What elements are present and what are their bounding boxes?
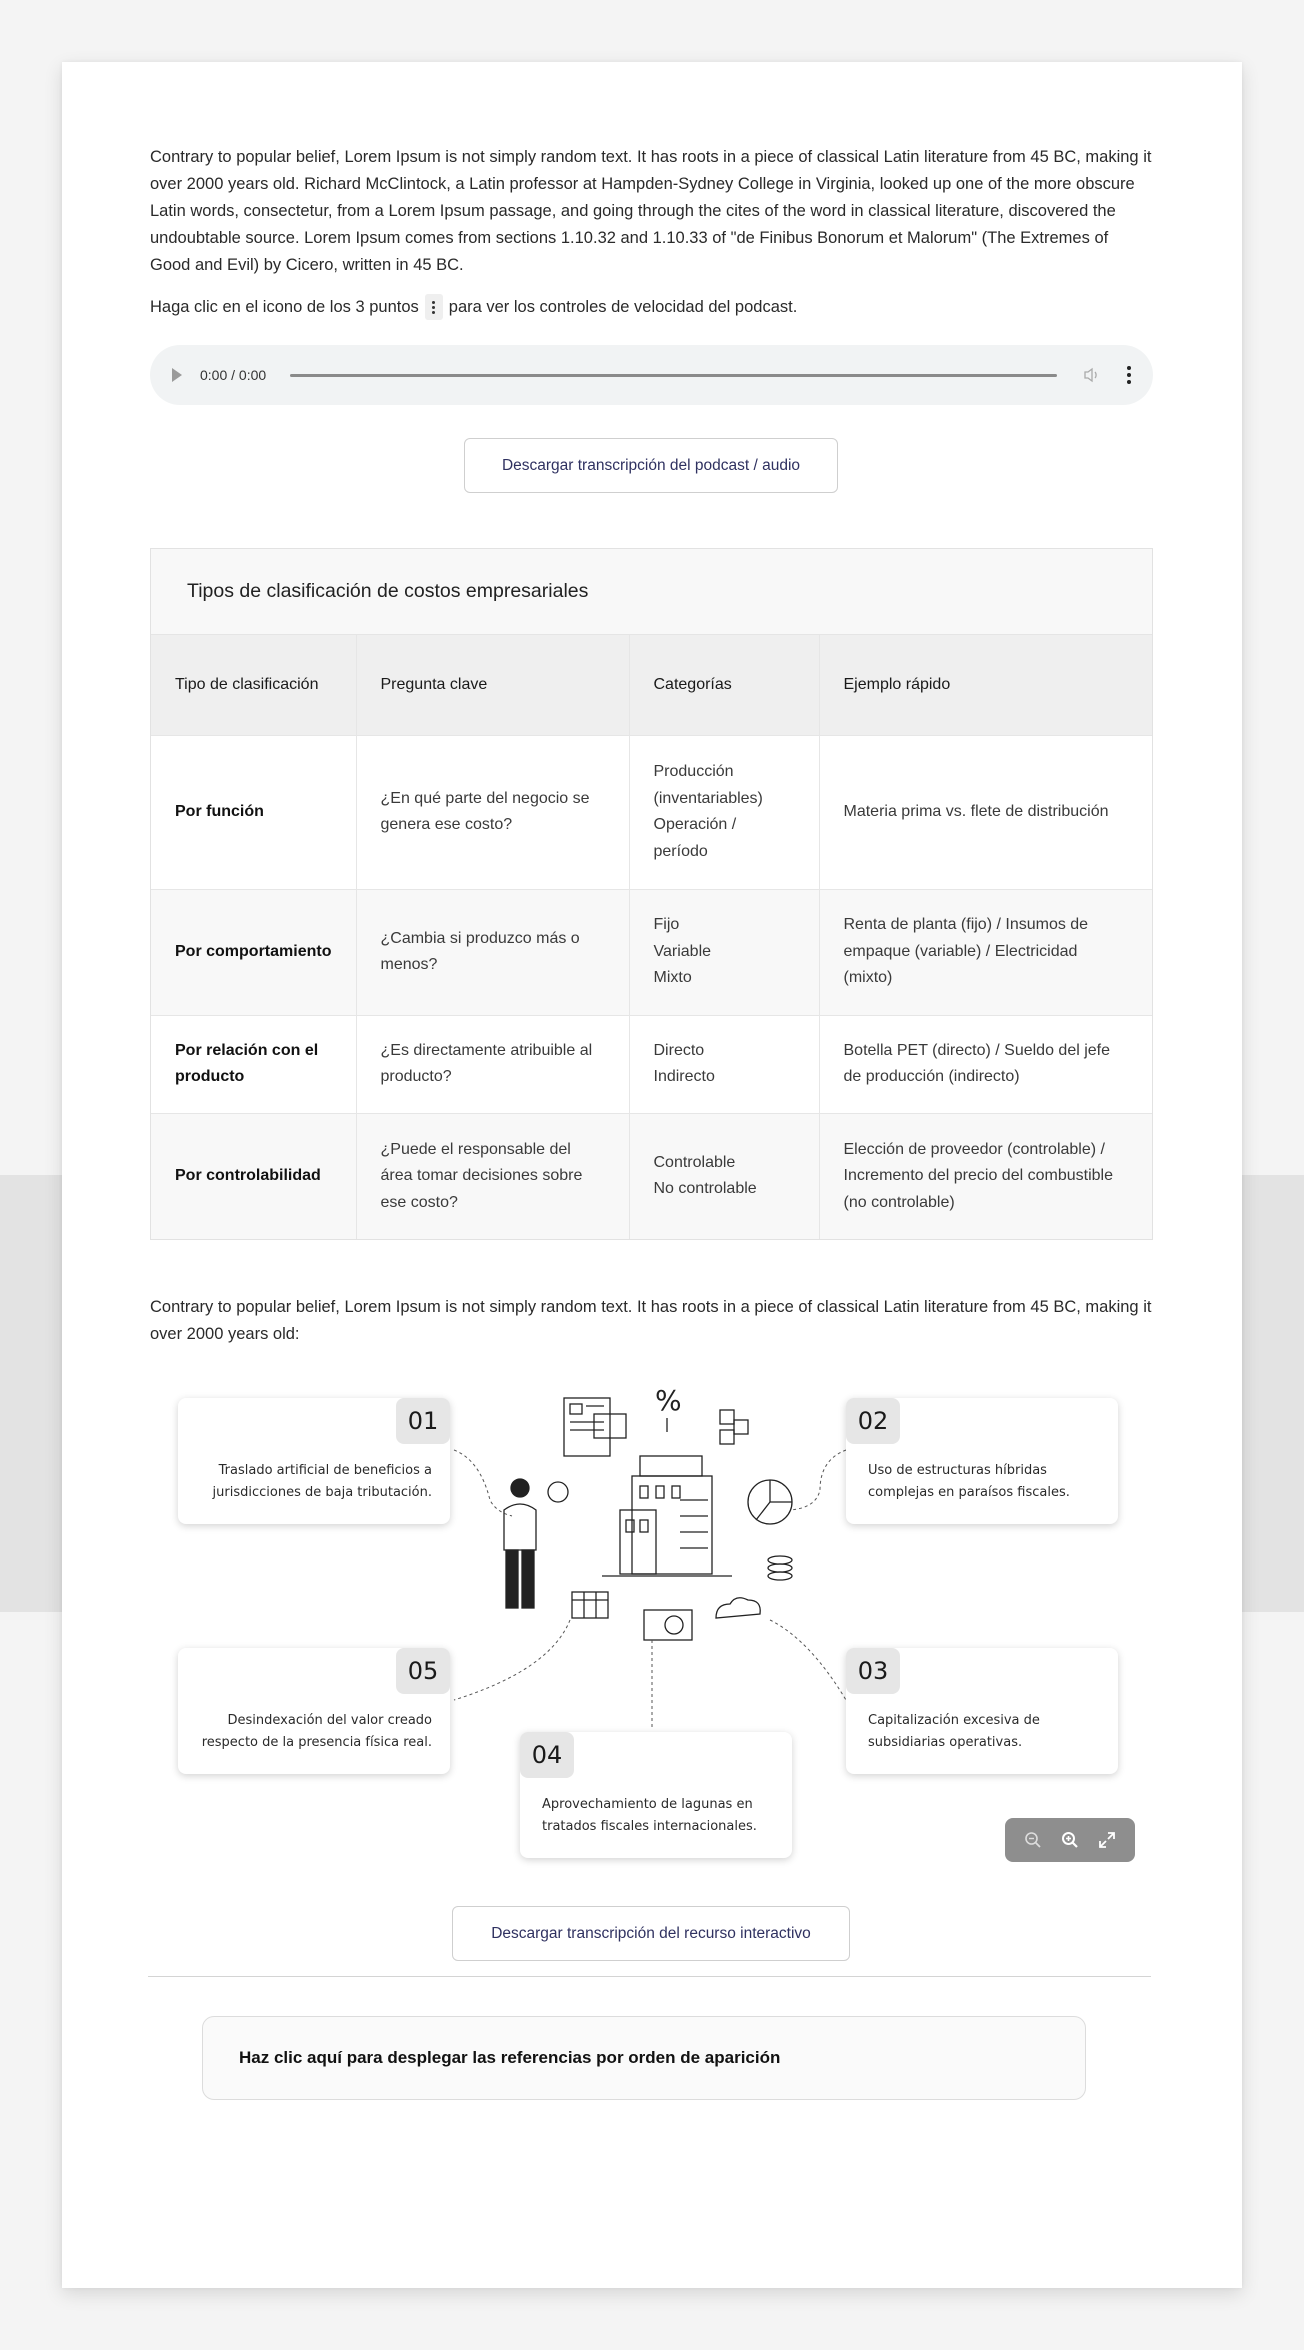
row-categories <box>629 889 819 1015</box>
table-caption: Tipos de clasificación de costos empresariales <box>151 549 1152 635</box>
header-example: Ejemplo rápido <box>843 675 951 693</box>
business-illustration <box>480 1370 820 1650</box>
audio-time: 0:00 / 0:00 <box>200 367 267 383</box>
step-number: 05 <box>396 1648 450 1694</box>
speed-hint <box>150 294 1153 320</box>
zoom-in-icon[interactable] <box>1061 1831 1079 1849</box>
row-example: Elección de proveedor (controlable) / Incremento del precio del combustible (no controlable) <box>843 1140 1113 1211</box>
hint-text-before: Haga clic en el icono de los 3 puntos <box>150 297 419 316</box>
row-question: ¿Es directamente atribuible al producto? <box>356 1015 629 1113</box>
row-categories <box>629 1015 819 1113</box>
step-card-02[interactable] <box>846 1398 1118 1524</box>
step-text: Desindexación del valor creado respecto de la presencia física real. <box>201 1713 432 1750</box>
svg-text:%: % <box>655 1384 682 1417</box>
infographic <box>150 1370 1153 1930</box>
step-card-05[interactable] <box>178 1648 450 1774</box>
table-row <box>151 735 1152 889</box>
row-categories <box>629 735 819 889</box>
header-question: Pregunta clave <box>356 635 629 735</box>
table-header-row <box>151 635 1152 735</box>
step-number: 03 <box>846 1648 900 1694</box>
category-item: Fijo <box>653 916 680 934</box>
audio-player <box>150 345 1153 405</box>
table-row <box>151 889 1152 1015</box>
category-item: Variable <box>653 942 712 960</box>
row-question: ¿Cambia si produzco más o menos? <box>356 889 629 1015</box>
row-categories <box>629 1113 819 1239</box>
table-row <box>151 1015 1152 1113</box>
category-item: Indirecto <box>653 1068 715 1085</box>
row-question: ¿Puede el responsable del área tomar decisiones sobre ese costo? <box>356 1113 629 1239</box>
three-dots-icon <box>425 294 443 320</box>
fullscreen-icon[interactable] <box>1098 1831 1116 1849</box>
more-options-icon[interactable] <box>1127 366 1131 384</box>
row-example: Materia prima vs. flete de distribución <box>843 802 1109 820</box>
header-type: Tipo de clasificación <box>151 635 356 735</box>
image-zoom-toolbar <box>1005 1818 1135 1862</box>
audio-progress-slider[interactable] <box>290 374 1057 377</box>
step-text: Aprovechamiento de lagunas en tratados fiscales internacionales. <box>542 1797 757 1834</box>
category-item: Directo <box>653 1041 705 1059</box>
references-accordion[interactable]: Haz clic aquí para desplegar las referencias por orden de aparición <box>202 2016 1086 2100</box>
hint-text-after: para ver los controles de velocidad del podcast. <box>448 297 798 316</box>
zoom-out-icon[interactable] <box>1024 1831 1042 1849</box>
table-row <box>151 1113 1152 1239</box>
category-item: Producción (inventariables) <box>653 763 763 807</box>
step-text: Traslado artificial de beneficios a jurisdicciones de baja tributación. <box>212 1463 432 1500</box>
step-text: Uso de estructuras híbridas complejas en paraísos fiscales. <box>868 1463 1070 1500</box>
row-type: Por relación con el producto <box>151 1015 356 1113</box>
row-type: Por controlabilidad <box>151 1113 356 1239</box>
download-podcast-transcript-button[interactable]: Descargar transcripción del podcast / audio <box>464 438 838 493</box>
row-example: Botella PET (directo) / Sueldo del jefe de producción (indirecto) <box>843 1041 1111 1085</box>
second-paragraph: Contrary to popular belief, Lorem Ipsum is not simply random text. It has roots in a piece of classical Latin literature from 45 BC, making it over 2000 years old: <box>150 1298 1152 1343</box>
download-interactive-transcript-button[interactable]: Descargar transcripción del recurso interactivo <box>452 1906 850 1961</box>
step-card-01[interactable] <box>178 1398 450 1524</box>
step-card-04[interactable] <box>520 1732 792 1858</box>
step-text: Capitalización excesiva de subsidiarias operativas. <box>868 1713 1040 1750</box>
step-number: 02 <box>846 1398 900 1444</box>
row-type: Por comportamiento <box>151 889 356 1015</box>
intro-paragraph: Contrary to popular belief, Lorem Ipsum is not simply random text. It has roots in a piece of classical Latin literature from 45 BC, making it over 2000 years old. Richard McClintock, a Latin professor at Hampden-Sydney College in Virginia, looked up one of the more obscure Latin words, consectetur, from a Lorem Ipsum passage, and going through the cites of the word in classical literature, discovered the undoubtable source. Lorem Ipsum comes from sections 1.10.32 and 1.10.33 of "de Finibus Bonorum et Malorum" (The Extremes of Good and Evil) by Cicero, written in 45 BC. <box>150 148 1152 274</box>
header-categories: Categorías <box>629 635 819 735</box>
step-number: 01 <box>396 1398 450 1444</box>
row-example: Renta de planta (fijo) / Insumos de empaque (variable) / Electricidad (mixto) <box>843 916 1089 987</box>
play-icon[interactable] <box>172 368 182 382</box>
category-item: Operación / período <box>653 816 737 860</box>
row-question: ¿En qué parte del negocio se genera ese costo? <box>356 735 629 889</box>
category-item: No controlable <box>653 1180 757 1198</box>
cost-classification-table <box>150 548 1153 1240</box>
step-card-03[interactable] <box>846 1648 1118 1774</box>
section-divider <box>148 1976 1151 1977</box>
step-number: 04 <box>520 1732 574 1778</box>
category-item: Controlable <box>653 1153 736 1171</box>
category-item: Mixto <box>653 969 692 987</box>
row-type: Por función <box>151 735 356 889</box>
volume-icon[interactable] <box>1083 366 1101 384</box>
